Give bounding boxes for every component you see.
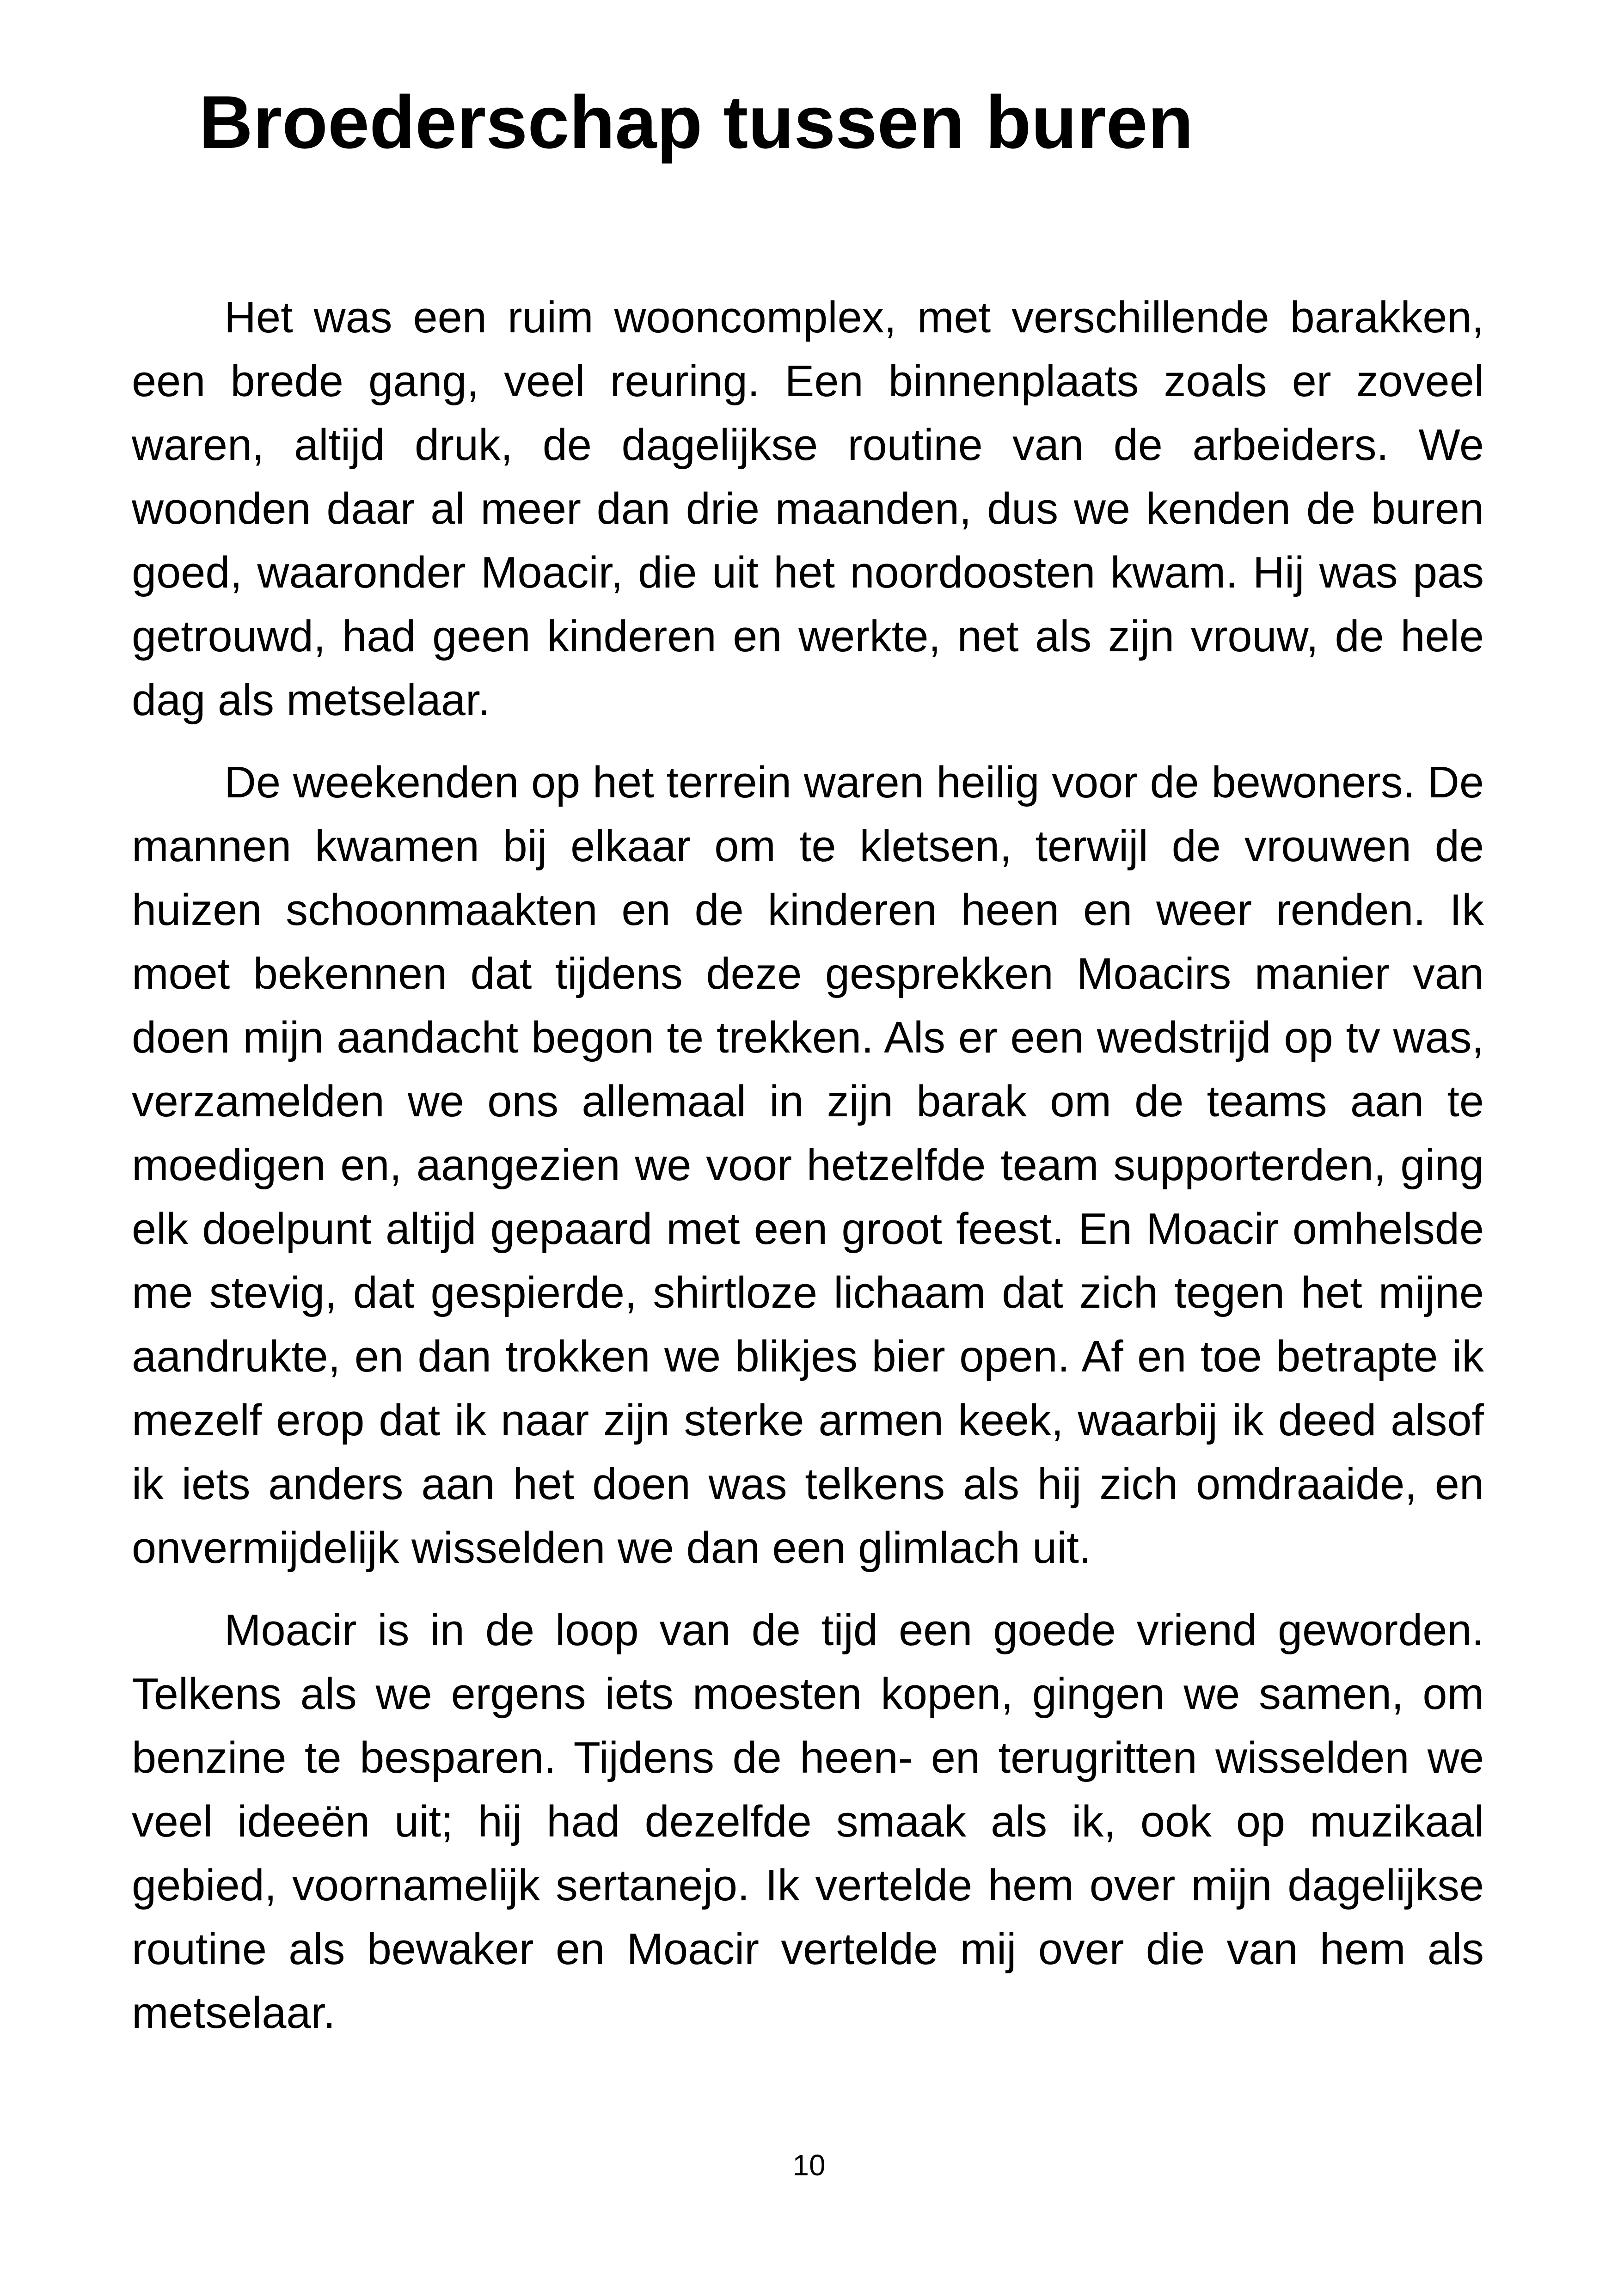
chapter-title: Broederschap tussen buren	[199, 80, 1194, 164]
paragraph-3: Moacir is in de loop van de tijd een goede vriend geworden. Telkens als we ergens iets moesten kopen, gingen we samen, om benzine te besparen. Tijdens de heen- en terugritten wisselden we veel ideeën uit; hij had dezelfde smaak als ik, ook op muzikaal gebied, voornamelijk sertanejo. Ik vertelde hem over mijn dagelijkse routine als bewaker en Moacir vertelde mij over die van hem als metselaar.	[132, 1606, 1484, 2038]
page-number: 10	[792, 2149, 826, 2182]
paragraph-2: De weekenden op het terrein waren heilig voor de bewoners. De mannen kwamen bij elkaar om te kletsen, terwijl de vrouwen de huizen schoonmaakten en de kinderen heen en weer renden. Ik moet bekennen dat tijdens deze gesprekken Moacirs manier van doen mijn aandacht begon te trekken. Als er een wedstrijd op tv was, verzamelden we ons allemaal in zijn barak om de teams aan te moedigen en, aangezien we voor hetzelfde team supporterden, ging elk doelpunt altijd gepaard met een groot feest. En Moacir omhelsde me stevig, dat gespierde, shirtloze lichaam dat zich tegen het mijne aandrukte, en dan trokken we blikjes bier open. Af en toe betrapte ik mezelf erop dat ik naar zijn sterke armen keek, waarbij ik deed alsof ik iets anders aan het doen was telkens als hij zich omdraaide, en onvermijdelijk wisselden we dan een glimlach uit.	[132, 758, 1484, 1573]
body-text	[132, 286, 1484, 2063]
paragraph-1: Het was een ruim wooncomplex, met verschillende barakken, een brede gang, veel reuring. Een binnenplaats zoals er zoveel waren, altijd druk, de dagelijkse routine van de arbeiders. We woonden daar al meer dan drie maanden, dus we kenden de buren goed, waaronder Moacir, die uit het noordoosten kwam. Hij was pas getrouwd, had geen kinderen en werkte, net als zijn vrouw, de hele dag als metselaar.	[132, 293, 1484, 725]
